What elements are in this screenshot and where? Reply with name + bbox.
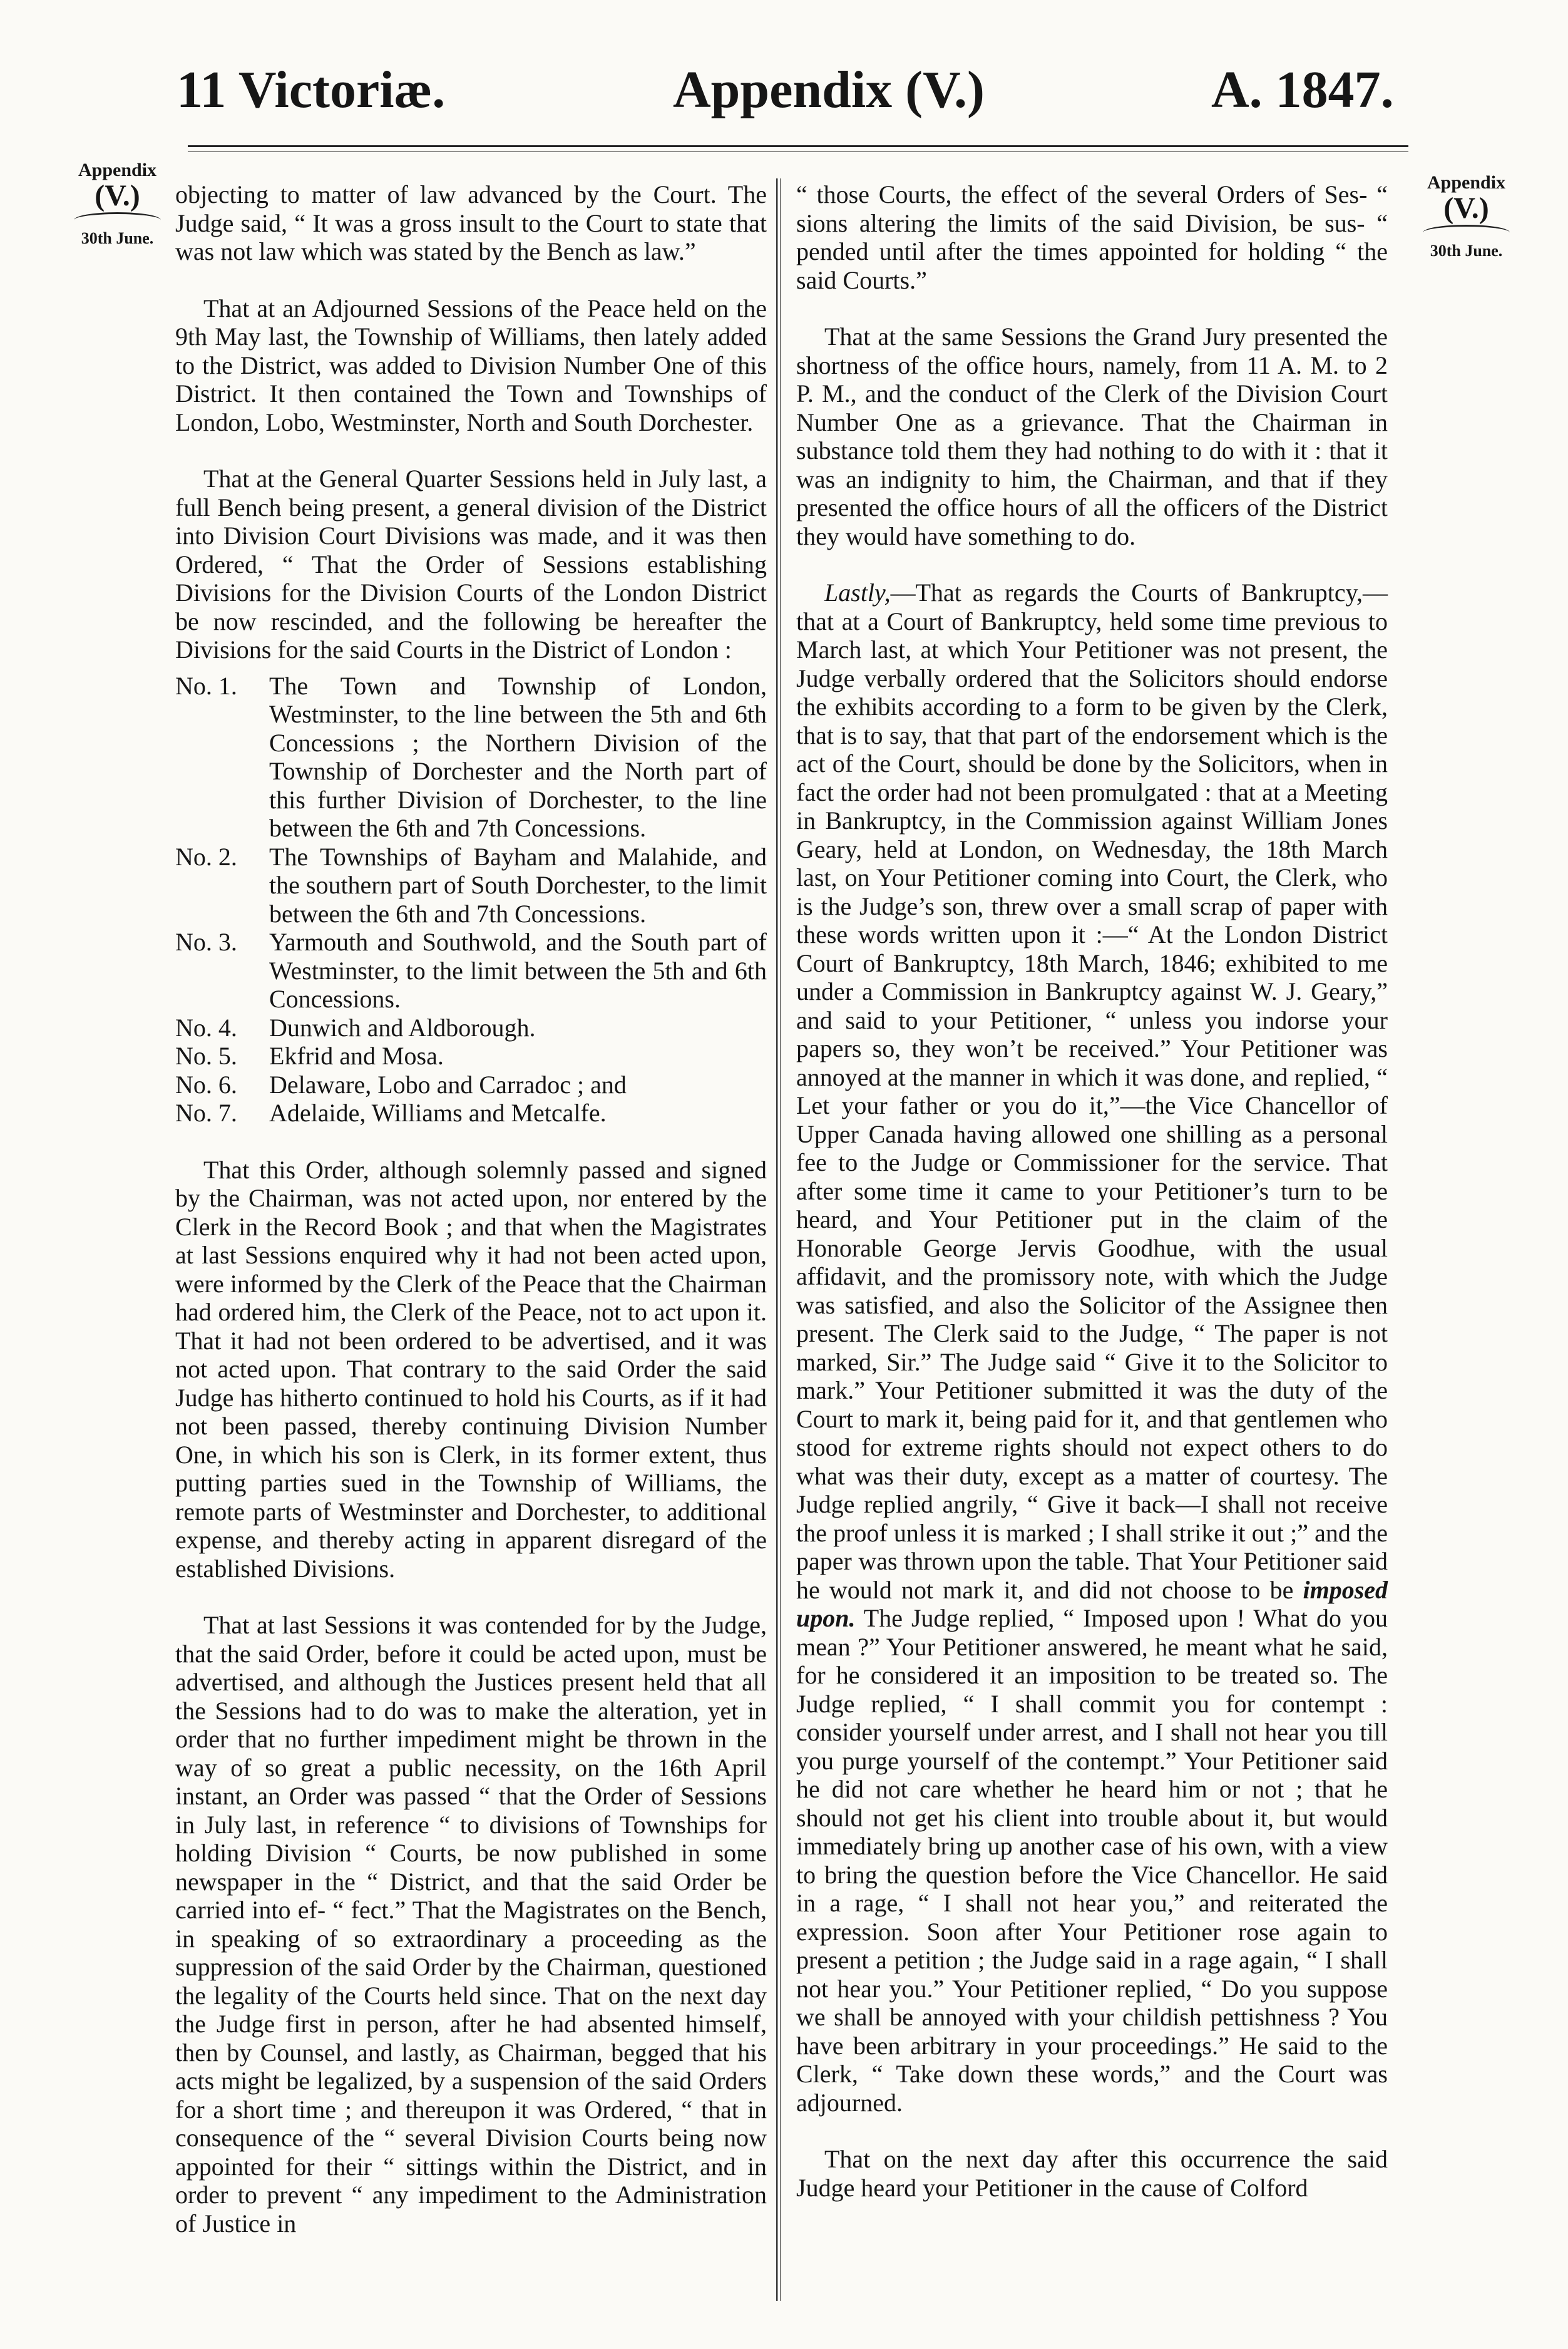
division-number: No. 5. [175, 1042, 237, 1070]
margin-date: 30th June. [1430, 242, 1503, 260]
margin-brace [1423, 225, 1510, 240]
margin-appendix-label: Appendix [1427, 172, 1506, 193]
left-column [175, 180, 767, 2238]
paragraph: That at an Adjourned Sessions of the Peace held on the 9th May last, the Township of Williams, then lately added to the District, was added to Division Number One of this District. It then contained the Town and Townships of London, Lobo, Westminster, North and South Dorchester. [175, 294, 767, 436]
division-number: No. 6. [175, 1070, 237, 1099]
division-text: The Town and Township of London, Westminster, to the line between the 5th and 6th Concessions ; the Northern Division of the Township of Dorchester and the North part of this further Division of Dorchester, to the line between the 6th and 7th Concessions. [269, 671, 767, 842]
emphasis-imposed: imposed upon. [796, 1575, 1388, 1632]
margin-appendix-label: Appendix [78, 160, 157, 180]
left-margin-note [63, 160, 172, 248]
header-rule [188, 145, 1408, 147]
division-item [175, 843, 767, 928]
paragraph: That on the next day after this occurrence the said Judge heard your Petitioner in the cause of Colford [796, 2145, 1388, 2202]
paragraph: That at last Sessions it was contended for by the Judge, that the said Order, before it could be acted upon, must be advertised, and although the Justices present held that all the Sessions had to do was to make the alteration, yet in order that no further impediment might be thrown in the way of so great a public necessity, on the 16th April instant, an Order was passed “ that the Order of Sessions in July last, in reference “ to divisions of Townships for holding Division “ Courts, be now published in some newspaper in the “ District, and that the said Order be carried into ef- “ fect.” That the Magistrates on the Bench, in speaking of so extraordinary a proceeding as the suppression of the said Order by the Chairman, questioned the legality of the Courts held since. That on the next day the Judge first in person, after he had absented himself, then by Counsel, and lastly, as Chairman, begged that his acts might be legalized, by a suspension of the said Orders for a short time ; and thereupon it was Ordered, “ that in consequence of the “ several Division Courts being now appointed for their “ sittings within the District, and in order to prevent “ any impediment to the Administration of Justice in [175, 1611, 767, 2238]
header-session: 11 Victoriæ. [177, 61, 446, 119]
margin-brace [74, 212, 161, 228]
header-year: A. 1847. [1211, 61, 1394, 119]
right-margin-note [1412, 172, 1521, 260]
running-header [0, 59, 1568, 128]
paragraph: That at the General Quarter Sessions held in July last, a full Bench being present, a general division of the District into Division Court Divisions was made, and it was then Ordered, “ That the Order of Sessions establishing Divisions for the Division Courts of the London District be now rescinded, and the following be hereafter the Divisions for the said Courts in the District of London : [175, 465, 767, 664]
division-item [175, 1071, 767, 1099]
division-number: No. 2. [175, 842, 237, 871]
division-item [175, 672, 767, 843]
division-number: No. 4. [175, 1013, 237, 1042]
paragraph: “ those Courts, the effect of the several Orders of Ses- “ sions altering the limits of the said Division, be sus- “ pended until after the times appointed for holding “ the said Courts.” [796, 180, 1388, 294]
division-item [175, 1042, 767, 1071]
margin-section-label: (V.) [1443, 192, 1489, 225]
division-text: Dunwich and Aldborough. [269, 1013, 536, 1042]
paragraph-lastly [796, 578, 1388, 2117]
division-text: Yarmouth and Southwold, and the South part of Westminster, to the limit between the 5th and 6th Concessions. [269, 928, 767, 1013]
division-text: The Townships of Bayham and Malahide, and the southern part of South Dorchester, to the limit between the 6th and 7th Concessions. [269, 842, 767, 928]
header-appendix: Appendix (V.) [673, 61, 985, 119]
division-number: No. 1. [175, 671, 237, 700]
lastly-label: Lastly, [824, 578, 891, 607]
division-item [175, 928, 767, 1014]
margin-date: 30th June. [81, 229, 154, 247]
margin-section-label: (V.) [95, 179, 140, 212]
paragraph: objecting to matter of law advanced by the Court. The Judge said, “ It was a gross insult to the Court to state that was not law which was stated by the Bench as law.” [175, 180, 767, 265]
right-column [796, 180, 1388, 2202]
column-divider [776, 178, 781, 2301]
lastly-text: —That as regards the Courts of Bankruptcy,—that at a Court of Bankruptcy, held some time previous to March last, at which Your Petitioner was not present, the Judge verbally ordered that the Solicitors should endorse the exhibits according to a form to be given by the Clerk, that is to say, that that part of the endorsement which is the act of the Court, should be done by the Solicitors, when in fact the order had not been promulgated : that at a Meeting in Bankruptcy, in the Commission against William Jones Geary, held at London, on Wednesday, the 18th March last, on Your Petitioner coming into Court, the Clerk, who is the Judge’s son, threw over a small scrap of paper with these words written upon it :—“ At the London District Court of Bankruptcy, 18th March, 1846; exhibited to me under a Commission in Bankruptcy against W. J. Geary,” and said to your Petitioner, “ unless you indorse your papers so, they won’t be received.” Your Petitioner was annoyed at the manner in which it was done, and replied, “ Let your father or you do it,”—the Vice Chancellor of Upper Canada having allowed one shilling as a personal fee to the Judge or Commissioner for the service. That after some time it came to your Petitioner’s turn to be heard, and Your Petitioner put in the claim of the Honorable George Jervis Goodhue, with the usual affidavit, and the promissory note, with which the Judge was satisfied, and also the Solicitor of the Assignee then present. The Clerk said to the Judge, “ The paper is not marked, Sir.” The Judge said “ Give it to the Solicitor to mark.” Your Petitioner submitted it was the duty of the Court to mark it, being paid for it, and that gentlemen who stood for extreme rights should not expect others to do what was their duty, except as a matter of courtesy. The Judge replied angrily, “ Give it back—I shall not receive the proof unless it is marked ; I shall strike it out ;” and the paper was thrown upon the table. That Your Petitioner said he would not mark it, and did not choose to be [796, 578, 1388, 1604]
division-item [175, 1099, 767, 1128]
division-text: Ekfrid and Mosa. [269, 1042, 444, 1070]
lastly-text-end: The Judge replied, “ Imposed upon ! What do you mean ?” Your Petitioner answered, he meant what he said, for he considered it an imposition to be treated so. The Judge replied, “ I shall commit you for contempt : consider yourself under arrest, and I shall not hear you till you purge yourself of the contempt.” Your Petitioner said he did not care whether he heard him or not ; that he should not get his client into trouble about it, but would immediately bring up another case of his own, with a view to bring the question before the Vice Chancellor. He said in a rage, “ I shall not hear you,” and reiterated the expression. Soon after Your Petitioner rose again to present a petition ; the Judge said in a rage again, “ I shall not hear you.” Your Petitioner replied, “ Do you suppose we shall be annoyed with your childish pettishness ? You have been arbitrary in your proceedings.” He said to the Clerk, “ Take down these words,” and the Court was adjourned. [796, 1604, 1388, 2117]
division-text: Delaware, Lobo and Carradoc ; and [269, 1070, 627, 1099]
division-list [175, 672, 767, 1128]
division-number: No. 3. [175, 928, 237, 956]
paragraph: That at the same Sessions the Grand Jury presented the shortness of the office hours, namely, from 11 A. M. to 2 P. M., and the conduct of the Clerk of the Division Court Number One as a grievance. That the Chairman in substance told them they had nothing to do with it : that it was an indignity to him, the Chairman, and that if they presented the office hours of all the officers of the District they would have something to do. [796, 322, 1388, 550]
division-number: No. 7. [175, 1099, 237, 1127]
division-item [175, 1014, 767, 1042]
paragraph: That this Order, although solemnly passed and signed by the Chairman, was not acted upon, nor entered by the Clerk in the Record Book ; and that when the Magistrates at last Sessions enquired why it had not been acted upon, were informed by the Clerk of the Peace that the Chairman had ordered him, the Clerk of the Peace, not to act upon it. That it had not been ordered to be advertised, and it was not acted upon. That contrary to the said Order the said Judge has hitherto continued to hold his Courts, as if it had not been passed, thereby continuing Division Number One, in which his son is Clerk, in its former extent, thus putting parties sued in the Township of Williams, the remote parts of Westminster and Dorchester, to additional expense, and thereby acting in apparent disregard of the established Divisions. [175, 1155, 767, 1583]
division-text: Adelaide, Williams and Metcalfe. [269, 1099, 607, 1127]
